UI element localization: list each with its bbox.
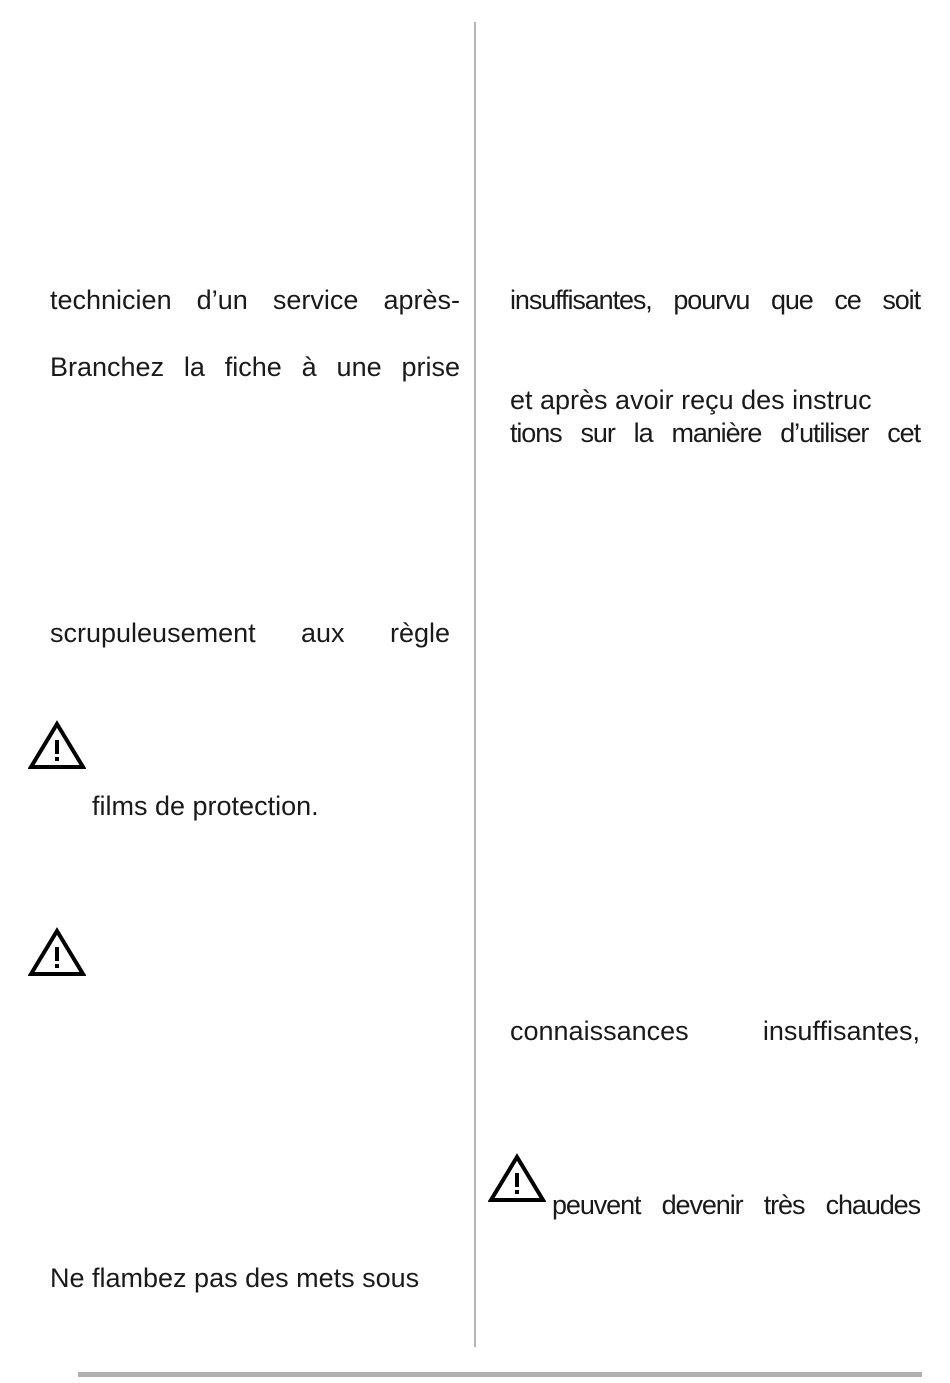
right-line-2-text: et après avoir reçu des instruc — [510, 385, 872, 415]
warning-triangle-icon — [28, 927, 86, 977]
right-line-1-text: insuffisantes, pourvu que ce soit — [510, 285, 920, 315]
left-line-3-text: scrupuleusement aux règle — [50, 618, 450, 648]
left-line-4-text: films de protection. — [92, 791, 319, 821]
left-text-line-2 — [50, 350, 460, 384]
right-text-line-5 — [552, 1188, 920, 1222]
right-text-line-1 — [510, 283, 920, 317]
left-line-5-text: Ne flambez pas des mets sous — [50, 1263, 420, 1293]
right-line-5-text: peuvent devenir très chaudes — [552, 1190, 920, 1220]
right-line-3-text: tions sur la manière d’utiliser cet — [510, 418, 920, 448]
warning-triangle-icon — [28, 720, 86, 770]
right-text-line-4 — [510, 1014, 920, 1048]
left-text-line-1 — [50, 283, 460, 317]
left-text-line-3 — [50, 616, 450, 650]
left-line-2-text: Branchez la fiche à une prise — [50, 352, 460, 382]
column-divider — [474, 22, 476, 1347]
warning-triangle-icon — [488, 1153, 546, 1203]
left-text-line-5 — [50, 1261, 460, 1295]
footer-rule — [78, 1372, 922, 1377]
right-text-line-2 — [510, 383, 912, 417]
right-text-line-3 — [510, 416, 920, 450]
right-line-4-text: connaissances insuffisantes, — [510, 1016, 920, 1046]
left-text-line-4 — [92, 789, 319, 823]
left-line-1-text: technicien d’un service après- — [50, 285, 460, 315]
